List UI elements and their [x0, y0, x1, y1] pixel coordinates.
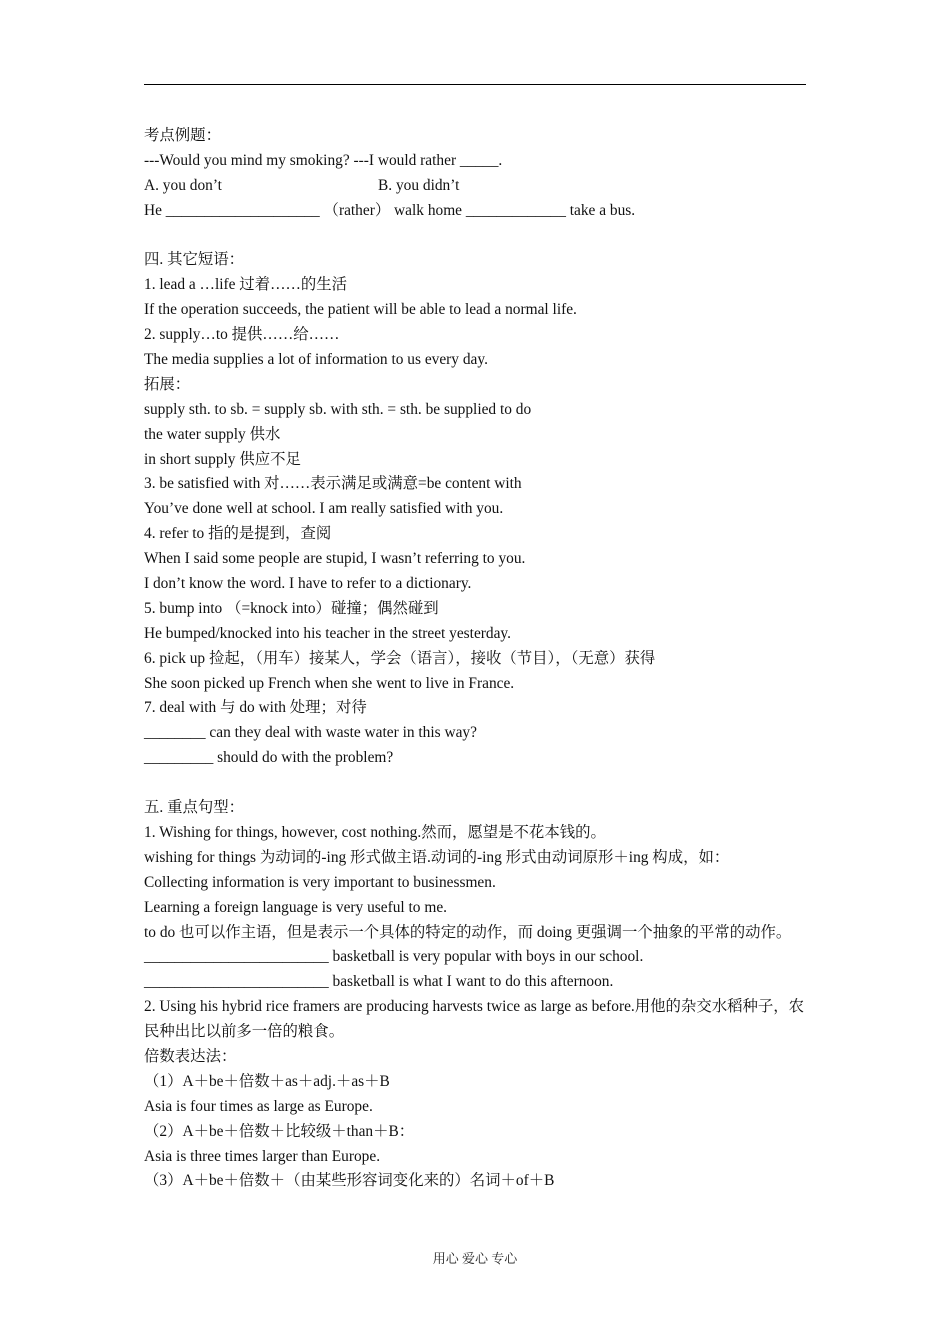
section5-line: （2）A＋be＋倍数＋比较级＋than＋B：	[144, 1122, 415, 1140]
section4-line: _________ should do with the problem?	[144, 749, 394, 767]
option-a: A. you don’t	[144, 176, 222, 194]
section4-line: She soon picked up French when she went to live in France.	[144, 674, 515, 692]
section4-line: 4. refer to 指的是提到，查阅	[144, 525, 332, 543]
example-fill: He ____________________ （rather） walk home _____________ take a bus.	[144, 201, 636, 219]
page-footer: 用心 爱心 专心	[432, 1251, 518, 1266]
section4-line: He bumped/knocked into his teacher in the street yesterday.	[144, 624, 511, 642]
section5-line: ________________________ basketball is what I want to do this afternoon.	[144, 973, 614, 991]
section5-line: ________________________ basketball is very popular with boys in our school.	[144, 948, 644, 966]
section4-line: You’ve done well at school. I am really satisfied with you.	[144, 500, 504, 518]
section5-line: （3）A＋be＋倍数＋（由某些形容词变化来的）名词＋of＋B	[144, 1172, 555, 1190]
section4-line: in short supply 供应不足	[144, 450, 301, 468]
section4-line: The media supplies a lot of information to us every day.	[144, 351, 488, 369]
section4-line: 2. supply…to 提供……给……	[144, 326, 340, 344]
section4-line: 7. deal with 与 do with 处理；对待	[144, 699, 367, 717]
section5-line: Asia is four times as large as Europe.	[144, 1097, 373, 1115]
section4-line: 1. lead a …life 过着……的生活	[144, 276, 348, 294]
section4-line: 3. be satisfied with 对……表示满足或满意=be content with	[144, 475, 522, 493]
section5-heading: 五. 重点句型：	[144, 799, 245, 817]
spacer	[144, 224, 808, 249]
section4-line: If the operation succeeds, the patient will be able to lead a normal life.	[144, 301, 577, 319]
section5-paragraph: 2. Using his hybrid rice framers are producing harvests twice as large as before.用他的杂交水稻种子，农民种出比以前多一倍的粮食。	[144, 998, 805, 1041]
example-question: ---Would you mind my smoking? ---I would rather _____.	[144, 151, 503, 169]
header-rule	[144, 84, 806, 85]
section5-line: 倍数表达法：	[144, 1048, 237, 1065]
section5-line: Asia is three times larger than Europe.	[144, 1147, 381, 1165]
section4-line: 6. pick up 捡起，（用车）接某人，学会（语言），接收（节目），（无意）获得	[144, 649, 656, 667]
section4-heading: 四. 其它短语：	[144, 251, 245, 269]
example-heading: 考点例题：	[144, 127, 221, 144]
section5-line: Collecting information is very important to businessmen.	[144, 873, 496, 891]
document-body	[144, 124, 808, 1194]
example-options	[144, 174, 808, 199]
section5-line: Learning a foreign language is very useful to me.	[144, 898, 448, 916]
section4-line: the water supply 供水	[144, 425, 281, 443]
section5-line: （1）A＋be＋倍数＋as＋adj.＋as＋B	[144, 1072, 390, 1090]
section5-line: wishing for things 为动词的-ing 形式做主语.动词的-ing 形式由动词原形＋ing 构成，如：	[144, 848, 730, 866]
section5-line: 1. Wishing for things, however, cost nothing.然而，愿望是不花本钱的。	[144, 823, 606, 841]
section4-line: When I said some people are stupid, I wasn’t referring to you.	[144, 550, 526, 568]
spacer	[144, 771, 808, 796]
section4-line: ________ can they deal with waste water in this way?	[144, 724, 477, 742]
section4-line: 拓展：	[144, 375, 191, 393]
section4-line: 5. bump into （=knock into）碰撞；偶然碰到	[144, 599, 439, 617]
section4-line: supply sth. to sb. = supply sb. with sth. = sth. be supplied to do	[144, 400, 532, 418]
section5-paragraph: to do 也可以作主语，但是表示一个具体的特定的动作，而 doing 更强调一个抽象的平常的动作。	[144, 923, 792, 941]
option-b: B. you didn’t	[378, 176, 460, 194]
section4-line: I don’t know the word. I have to refer to a dictionary.	[144, 575, 472, 593]
